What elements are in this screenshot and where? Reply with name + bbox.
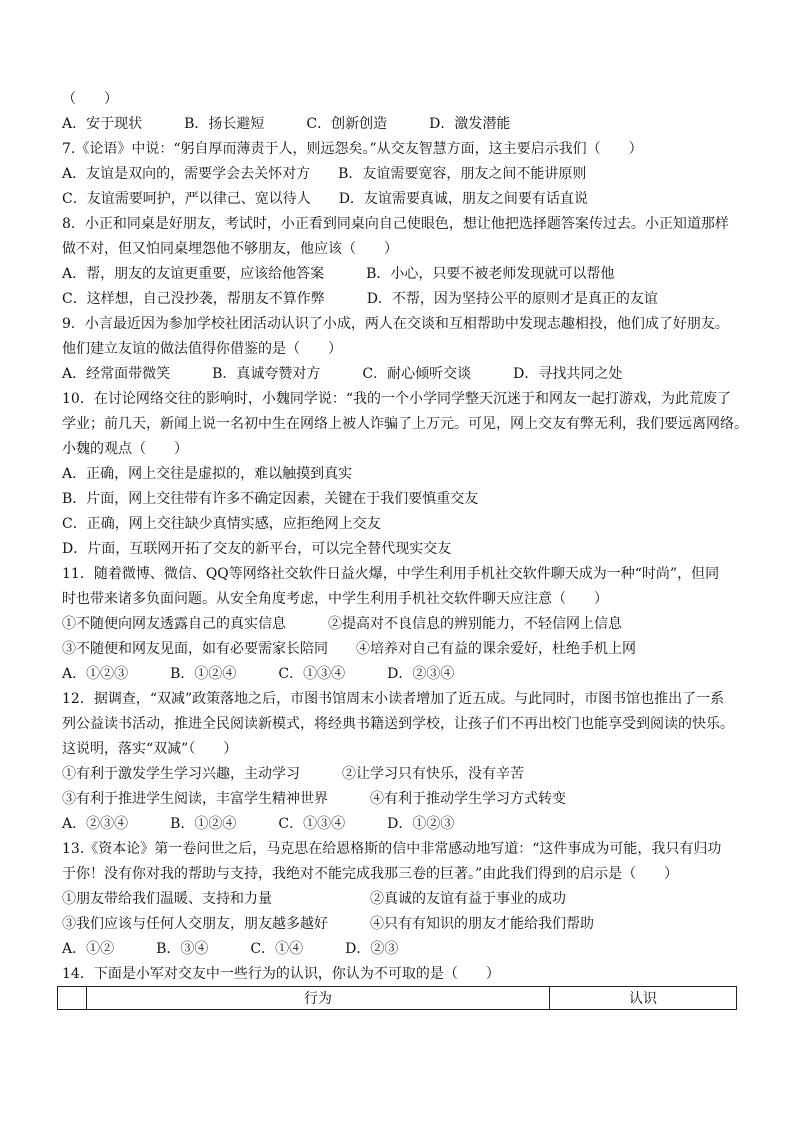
question-13-options: A．①② B．③④ C．①④ D．②③ [62, 941, 399, 957]
question-12-stem-3: 这说明，落实“双减”（ ） [62, 741, 238, 757]
question-13-stem-2: 于你！没有你对我的帮助与支持，我绝对不能完成我那三卷的巨著。”由此我们得到的启示是（ ） [62, 866, 679, 882]
question-13-stem-1: 13.《资本论》第一卷问世之后，马克思在给恩格斯的信中非常感动地写道：“这件事成为可能，我只有归功 [62, 841, 722, 857]
question-9-stem-2: 他们建立友谊的做法值得你借鉴的是（ ） [62, 341, 342, 357]
question-10-stem-2: 学业；前几天，新闻上说一名初中生在网络上被人诈骗了上万元。可见，网上交友有弊无利，我们要远离网络。 [62, 416, 748, 432]
question-8-options-ab: A．帮，朋友的友谊更重要，应该给他答案 B．小心，只要不被老师发现就可以帮他 [62, 266, 615, 282]
question-10-option-b: B．片面，网上交往带有许多不确定因素，关键在于我们要慎重交友 [62, 491, 479, 507]
question-13-items-12: ①朋友带给我们温暖、支持和力量 ②真诚的友谊有益于事业的成功 [62, 891, 566, 907]
question-8-options-cd: C．这样想，自己没抄袭，帮朋友不算作弊 D．不帮，因为坚持公平的原则才是真正的友谊 [62, 291, 658, 307]
question-10-stem-1: 10．在讨论网络交往的影响时，小魏同学说：“我的一个小学同学整天沉迷于和网友一起打游戏，为此荒废了 [62, 391, 731, 407]
question-7-options-cd: C．友谊需要呵护，严以律己、宽以待人 D．友谊需要真诚，朋友之间要有话直说 [62, 191, 588, 207]
question-12-stem-1: 12．据调查，“双减”政策落地之后，市图书馆周末小读者增加了近五成。与此同时，市图书馆也推出了一系 [62, 691, 725, 707]
question-10-option-c: C．正确，网上交往缺少真情实感，应拒绝网上交友 [62, 516, 381, 532]
question-12-stem-2: 列公益读书活动，推进全民阅读新模式，将经典书籍送到学校，让孩子们不再出校门也能享受到阅读的快乐。 [62, 716, 734, 732]
question-6-paren: （ ） [62, 91, 118, 107]
question-14-table [57, 986, 737, 1010]
question-12-options: A．②③④ B．①②④ C．①③④ D．①②③ [62, 816, 455, 832]
question-10-stem-3: 小魏的观点（ ） [62, 441, 188, 457]
question-9-options: A．经常面带微笑 B．真诚夸赞对方 C．耐心倾听交谈 D．寻找共同之处 [62, 366, 623, 382]
question-12-items-12: ①有利于激发学生学习兴趣，主动学习 ②让学习只有快乐，没有辛苦 [62, 766, 524, 782]
question-7-options-ab: A．友谊是双向的，需要学会去关怀对方 B．友谊需要宽容，朋友之间不能讲原则 [62, 166, 587, 182]
question-10-option-d: D．片面，互联网开拓了交友的新平台，可以完全替代现实交友 [62, 541, 452, 557]
table-header-understanding: 认识 [550, 987, 737, 1010]
table-header-index [58, 987, 87, 1010]
question-9-stem-1: 9．小言最近因为参加学校社团活动认识了小成，两人在交谈和互相帮助中发现志趣相投，他们成了好朋友。 [62, 316, 729, 332]
table-header-behavior: 行为 [87, 987, 550, 1010]
question-8-stem-2: 做不对，但又怕同桌埋怨他不够朋友，他应该（ ） [62, 241, 398, 257]
question-11-stem-1: 11．随着微博、微信、QQ等网络社交软件日益火爆，中学生利用手机社交软件聊天成为一种“时尚”，但同 [62, 566, 720, 582]
question-8-stem-1: 8．小正和同桌是好朋友，考试时，小正看到同桌向自己使眼色，想让他把选择题答案传过去。小正知道那样 [62, 216, 729, 232]
question-6-options: A．安于现状 B．扬长避短 C．创新创造 D．激发潜能 [62, 116, 511, 132]
question-11-items-34: ③不随便和网友见面，如有必要需家长陪同 ④培养对自己有益的课余爱好，杜绝手机上网 [62, 641, 636, 657]
question-10-option-a: A．正确，网上交往是虚拟的，难以触摸到真实 [62, 466, 353, 482]
question-7-stem: 7.《论语》中说：“躬自厚而薄责于人，则远怨矣。”从交友智慧方面，这主要启示我们（ ） [62, 141, 643, 157]
question-11-options: A．①②③ B．①②④ C．①③④ D．②③④ [62, 666, 455, 682]
table-header-row [58, 987, 737, 1010]
question-11-items-12: ①不随便向网友透露自己的真实信息 ②提高对不良信息的辨别能力，不轻信网上信息 [62, 616, 622, 632]
question-12-items-34: ③有利于推进学生阅读，丰富学生精神世界 ④有利于推动学生学习方式转变 [62, 791, 566, 807]
question-14-stem: 14．下面是小军对交友中一些行为的认识，你认为不可取的是（ ） [62, 966, 500, 982]
question-11-stem-2: 时也带来诸多负面问题。从安全角度考虑，中学生利用手机社交软件聊天应注意（ ） [62, 591, 608, 607]
question-13-items-34: ③我们应该与任何人交朋友，朋友越多越好 ④只有有知识的朋友才能给我们帮助 [62, 916, 594, 932]
